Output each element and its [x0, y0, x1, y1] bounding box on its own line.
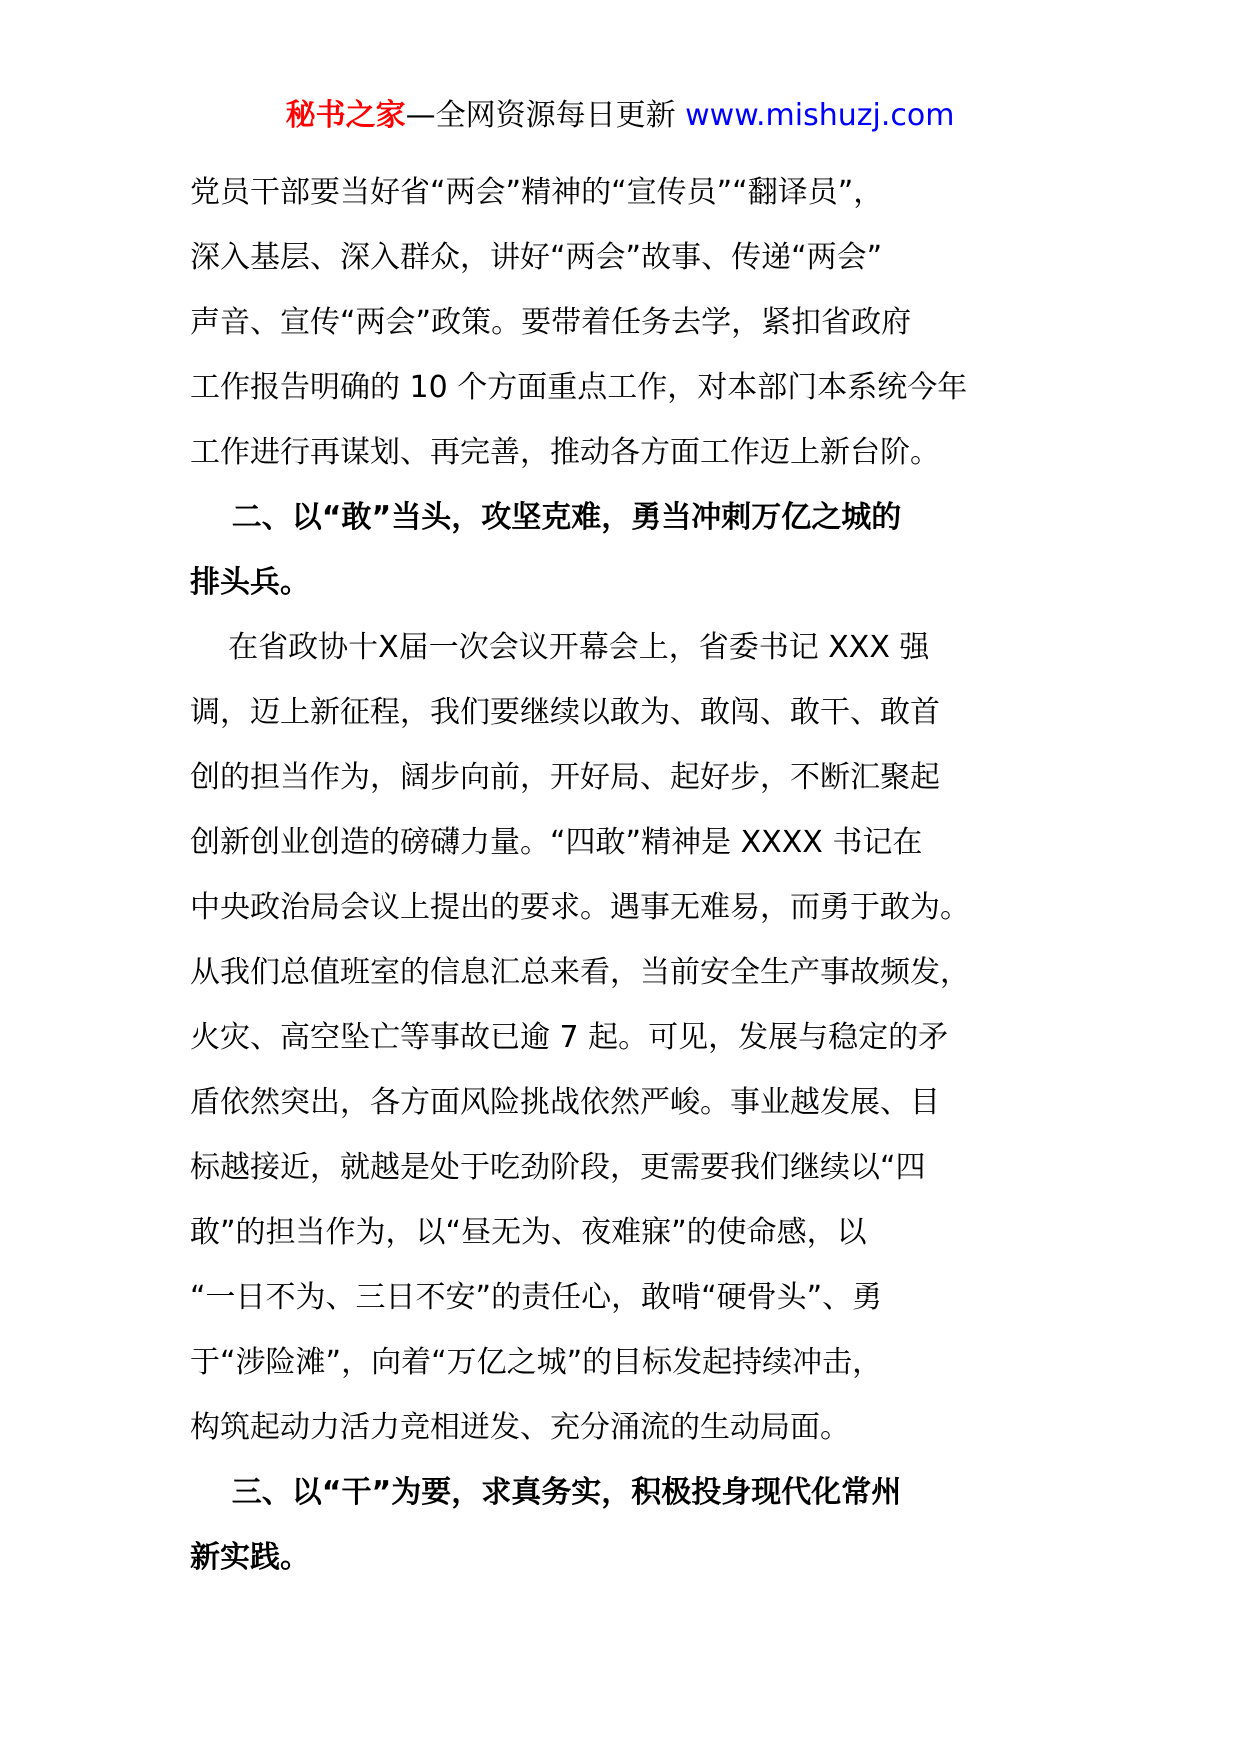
body-line: 火灾、高空坠亡等事故已逾 7 起。可见，发展与稳定的矛	[190, 1020, 949, 1055]
section-heading-line: 排头兵。	[190, 565, 310, 600]
body-line: 从我们总值班室的信息汇总来看，当前安全生产事故频发，	[190, 955, 970, 990]
body-line: 工作进行再谋划、再完善，推动各方面工作迈上新台阶。	[190, 435, 940, 470]
brand-name: 秘书之家	[285, 98, 406, 133]
document-body	[190, 160, 1050, 1590]
body-line: 深入基层、深入群众，讲好“两会”故事、传递“两会”	[190, 240, 883, 275]
body-line: 调，迈上新征程，我们要继续以敢为、敢闯、敢干、敢首	[190, 695, 940, 730]
section-heading-line: 二、以“敢”当头，攻坚克难，勇当冲刺万亿之城的	[190, 500, 902, 535]
site-header-banner	[0, 96, 1240, 136]
section-heading-line: 新实践。	[190, 1540, 310, 1575]
body-line: 构筑起动力活力竞相迸发、充分涌流的生动局面。	[190, 1410, 850, 1445]
body-line: 创的担当作为，阔步向前，开好局、起好步，不断汇聚起	[190, 760, 940, 795]
header-tagline: —全网资源每日更新	[405, 98, 676, 133]
body-line: 盾依然突出，各方面风险挑战依然严峻。事业越发展、目	[190, 1085, 940, 1120]
body-line: 工作报告明确的 10 个方面重点工作，对本部门本系统今年	[190, 370, 968, 405]
body-line: 敢”的担当作为，以“昼无为、夜难寐”的使命感，以	[190, 1215, 867, 1250]
body-line: “一日不为、三日不安”的责任心，敢啃“硬骨头”、勇	[190, 1280, 883, 1315]
body-line: 创新创业创造的磅礴力量。“四敢”精神是 XXXX 书记在	[190, 825, 923, 860]
body-line: 党员干部要当好省“两会”精神的“宣传员”“翻译员”，	[190, 175, 884, 210]
body-line: 中央政治局会议上提出的要求。遇事无难易，而勇于敢为。	[190, 890, 970, 925]
body-line: 在省政协十Ⅹ届一次会议开幕会上，省委书记 XXX 强	[190, 630, 930, 665]
body-line: 于“涉险滩”，向着“万亿之城”的目标发起持续冲击，	[190, 1345, 883, 1380]
body-line: 标越接近，就越是处于吃劲阶段，更需要我们继续以“四	[190, 1150, 926, 1185]
section-heading-line: 三、以“干”为要，求真务实，积极投身现代化常州	[190, 1475, 902, 1510]
body-line: 声音、宣传“两会”政策。要带着任务去学，紧扣省政府	[190, 305, 912, 340]
site-url-link[interactable]: www.mishuzj.com	[685, 98, 955, 133]
